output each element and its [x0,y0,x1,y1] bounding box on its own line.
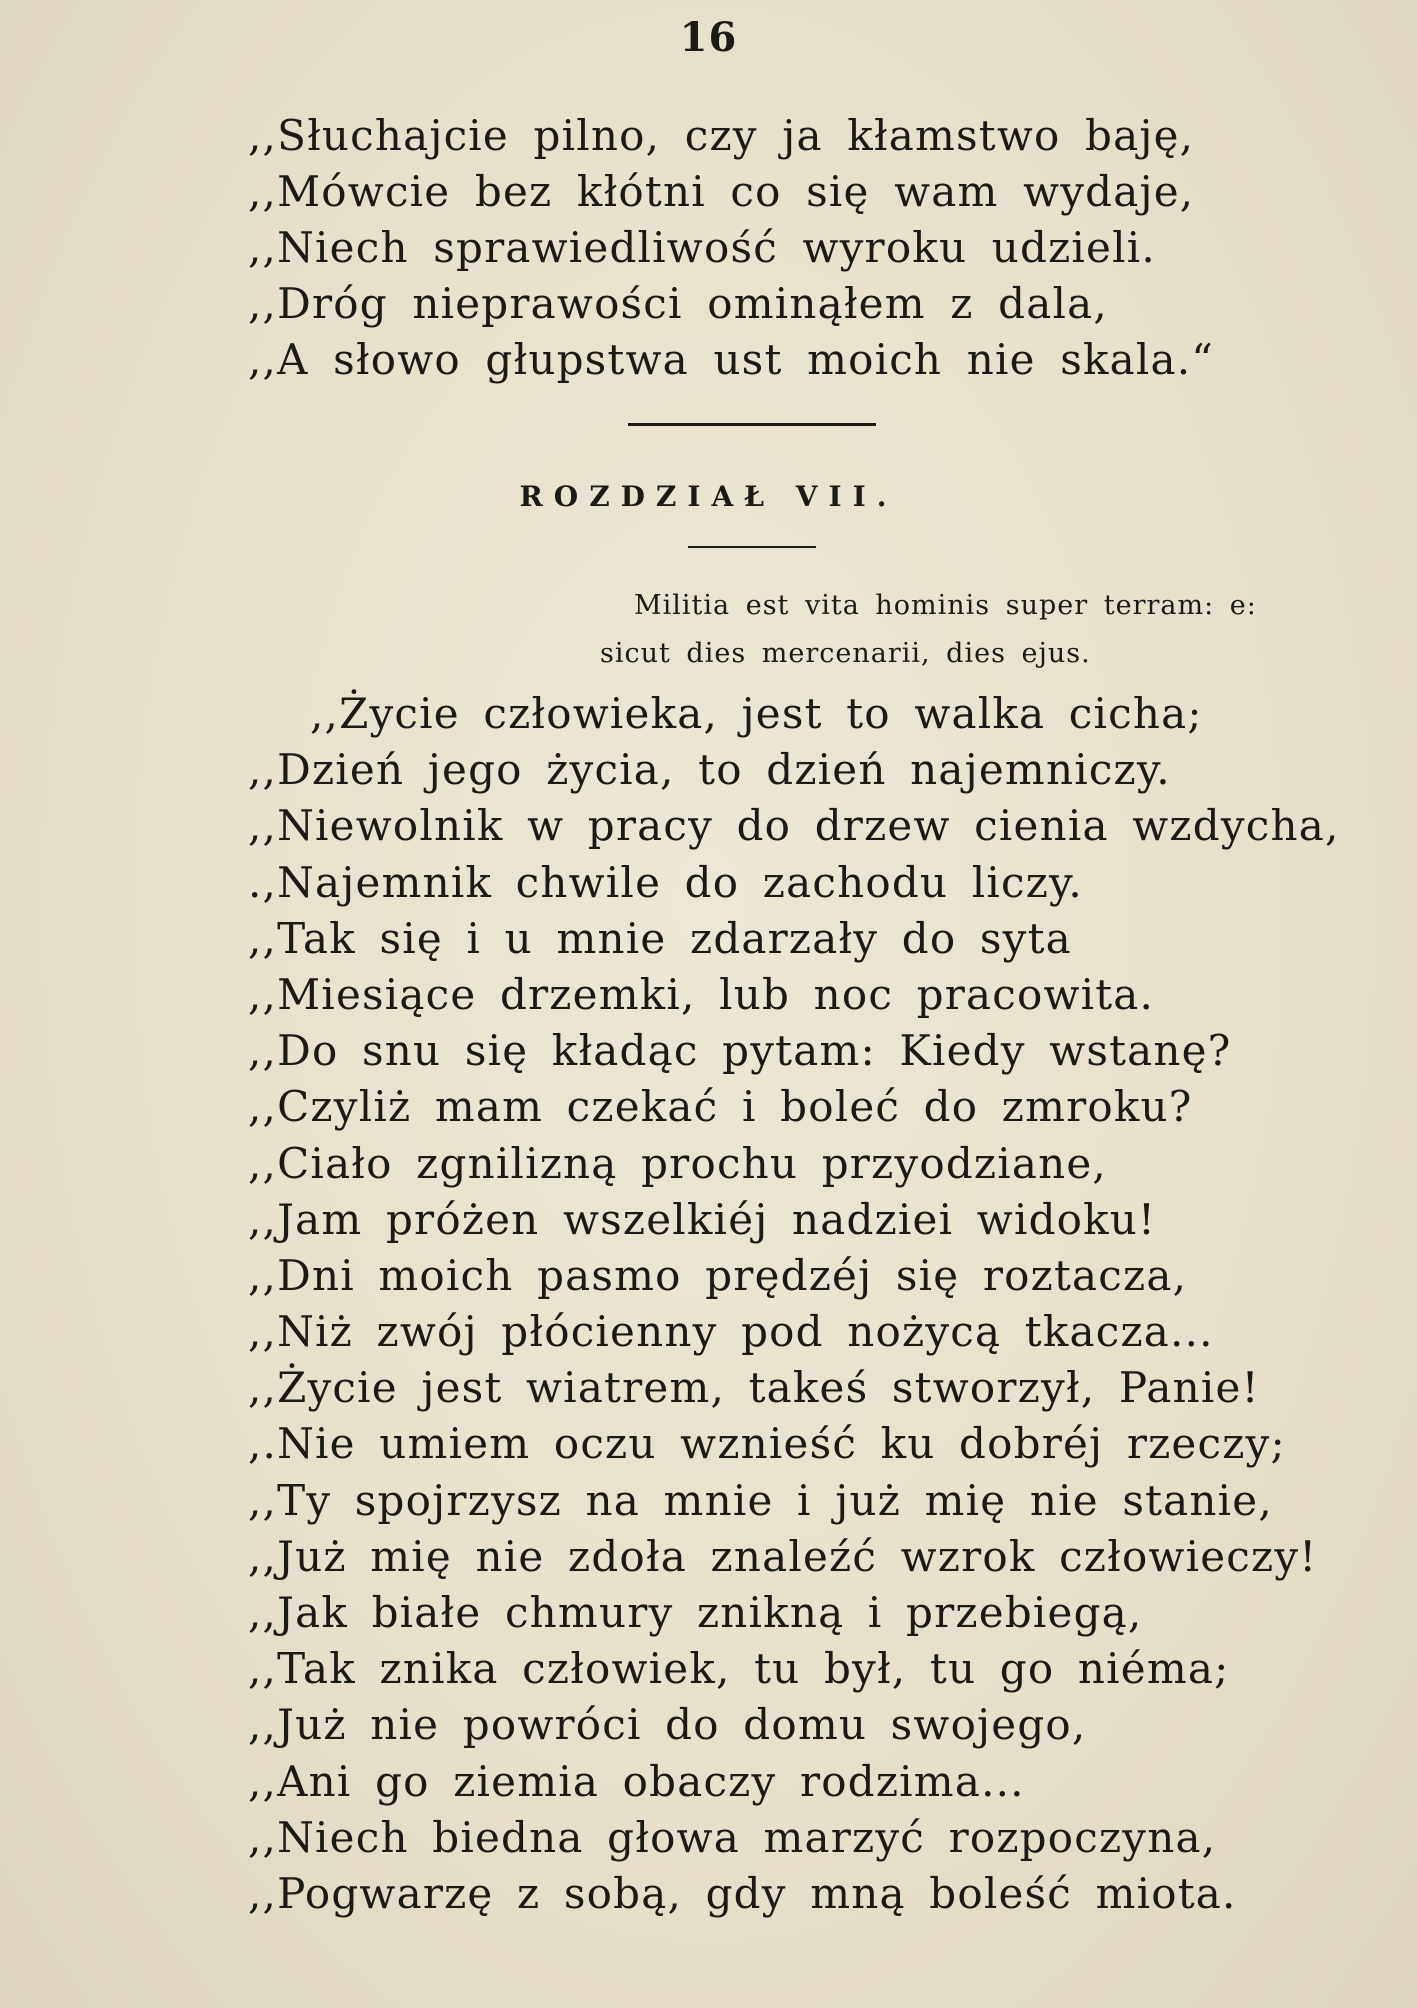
poem-line: ,,Ty spojrzysz na mnie i już mię nie stanie, [248,1475,1273,1525]
chapter-poem [248,686,1340,1922]
stanza-line: ,,Mówcie bez kłótni co się wam wydaje, [248,167,1195,216]
poem-line: ,,Czyliż mam czekać i boleć do zmroku? [248,1082,1193,1132]
poem-line: ,,Jam próżen wszelkiéj nadziei widoku! [248,1194,1157,1244]
epigraph-line: Militia est vita hominis super terram: e: [634,590,1257,621]
chapter-title: ROZDZIAŁ VII. [519,480,898,513]
poem-line: ,,Do snu się kładąc pytam: Kiedy wstanę? [248,1026,1232,1076]
poem-line: ,,Pogwarzę z sobą, gdy mną boleść miota. [248,1868,1237,1918]
poem-line: .,Najemnik chwile do zachodu liczy. [248,857,1083,907]
stanza-line: ,,Słuchajcie pilno, czy ja kłamstwo baję, [248,111,1195,160]
poem-line: ,,Niż zwój płócienny pod nożycą tkacza... [248,1307,1214,1357]
section-divider [628,423,876,426]
poem-line: ,,Życie jest wiatrem, takeś stworzył, Panie! [248,1363,1260,1413]
epigraph [560,582,1257,678]
page-number: 16 [679,14,738,61]
poem-line: ,.Nie umiem oczu wznieść ku dobréj rzeczy; [248,1419,1286,1469]
poem-line: ,,Niewolnik w pracy do drzew cienia wzdycha, [248,801,1340,851]
poem-line: ,,Ciało zgnilizną prochu przyodziane, [248,1138,1107,1188]
poem-line: ,,Jak białe chmury znikną i przebiegą, [248,1588,1143,1637]
epigraph-line: sicut dies mercenarii, dies ejus. [600,638,1091,669]
chapter-divider [688,546,816,548]
poem-line: ,,Życie człowieka, jest to walka cicha; [310,689,1203,738]
poem-line: ,,Miesiące drzemki, lub noc pracowita. [248,969,1155,1019]
poem-line: ,,Tak znika człowiek, tu był, tu go niéma; [248,1644,1230,1694]
poem-line: ,,Dzień jego życia, to dzień najemniczy. [248,745,1171,795]
poem-line: ,,Już nie powróci do domu swojego, [248,1700,1087,1750]
poem-line: ,,Ani go ziemia obaczy rodzima... [248,1756,1025,1806]
opening-stanza [248,108,1214,388]
stanza-line: ,,Niech sprawiedliwość wyroku udzieli. [248,223,1156,272]
stanza-line: ,,A słowo głupstwa ust moich nie skala.“ [248,335,1214,384]
poem-line: ,,Dni moich pasmo prędzéj się roztacza, [248,1250,1188,1300]
poem-line: ,,Już mię nie zdoła znaleźć wzrok człowieczy! [248,1531,1318,1581]
poem-line: ,,Niech biedna głowa marzyć rozpoczyna, [248,1812,1217,1862]
poem-line: ,,Tak się i u mnie zdarzały do syta [248,913,1072,963]
stanza-line: ,,Dróg nieprawości ominąłem z dala, [248,279,1108,328]
